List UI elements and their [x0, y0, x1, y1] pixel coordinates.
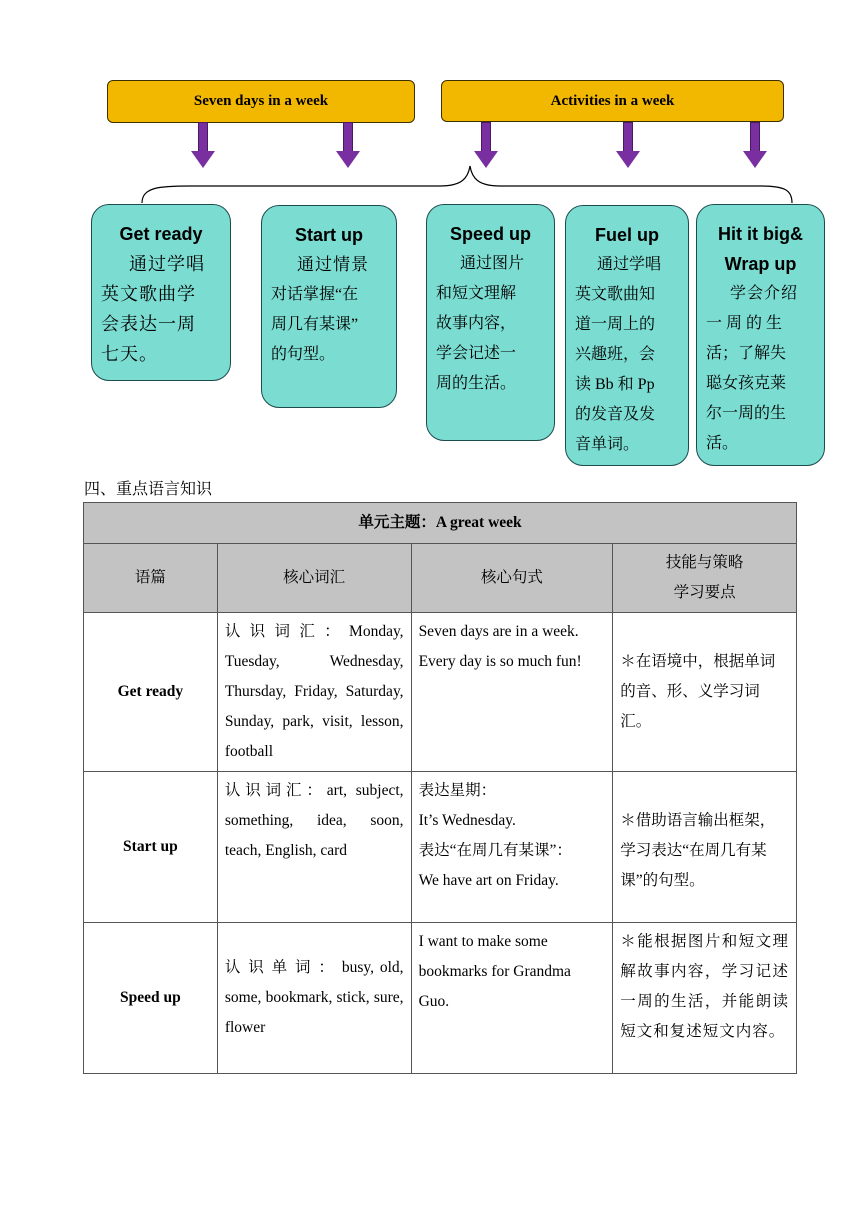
sentence-line: I want to make some — [418, 933, 548, 950]
card-title: Get ready — [119, 224, 203, 244]
card-line: 周几有某课” — [271, 316, 359, 333]
card-line: 会表达一周 — [101, 314, 196, 334]
card-line: 一 周 的 生 — [706, 315, 783, 332]
card-line: 故事内容， — [436, 315, 517, 332]
header-seven-days-label: Seven days in a week — [193, 93, 329, 109]
table-topic: 单元主题：A great week — [84, 503, 797, 544]
card-line: 的发音及发 — [575, 406, 656, 423]
sentence-line: Guo. — [418, 993, 450, 1010]
card-line: 七天。 — [101, 344, 158, 364]
skills-cell — [613, 772, 797, 923]
card-get-ready — [91, 204, 231, 381]
card-line: 和短文理解 — [436, 285, 517, 302]
card-description — [436, 249, 545, 399]
card-line: 读 Bb 和 Pp — [575, 376, 655, 393]
card-fuel-up — [565, 205, 689, 466]
sentence-line: 表达“在周几有某课”： — [418, 842, 572, 859]
table-row — [84, 772, 797, 923]
card-line: 通过图片 — [460, 255, 525, 272]
card-line: 学会介绍 — [730, 285, 799, 302]
sentence-cell — [411, 923, 613, 1074]
sentence-cell — [411, 613, 613, 772]
card-line: 活。 — [706, 435, 739, 452]
card-line: 英文歌曲学 — [101, 284, 196, 304]
row-header: Start up — [84, 772, 218, 923]
skills-text: ＊借助语言输出框架，学习表达“在周几有某课”的句型。 — [620, 812, 776, 889]
brace-connector — [0, 0, 860, 220]
card-speed-up — [426, 204, 555, 441]
column-header: 语篇 — [84, 544, 218, 613]
row-header: Speed up — [84, 923, 218, 1074]
skills-cell: ＊能根据图片和短文理解故事内容，学习记述一周的生活，并能朗读短文和复述短文内容。 — [613, 923, 797, 1074]
card-title: Hit it big& — [718, 224, 803, 244]
column-header-line: 学习要点 — [673, 584, 736, 601]
vocab-cell: 认 识 单 词 ： busy, old, some, bookmark, stick, sure, flower — [217, 923, 411, 1074]
sentence-line: 表达星期： — [418, 782, 497, 799]
sentence-line: Every day is so much fun! — [418, 653, 582, 670]
card-title: Fuel up — [595, 225, 659, 245]
column-header: 核心句式 — [411, 544, 613, 613]
card-line: 兴趣班，会 — [575, 346, 656, 363]
card-line: 道一周上的 — [575, 316, 656, 333]
column-header-line: 技能与策略 — [665, 554, 744, 571]
card-title: Speed up — [449, 224, 531, 244]
card-title-line2: Wrap up — [724, 254, 797, 274]
table-row — [84, 613, 797, 772]
table-row — [84, 923, 797, 1074]
card-line: 活；了解失 — [706, 345, 787, 362]
card-hit-it-big — [696, 204, 825, 466]
skills-cell — [613, 613, 797, 772]
card-line: 通过情景 — [297, 255, 369, 274]
card-line: 的句型。 — [271, 346, 336, 363]
table-header-row — [84, 544, 797, 613]
sentence-line: We have art on Friday. — [418, 872, 559, 889]
card-line: 学会记述一 — [436, 345, 517, 362]
card-line: 尔一周的生 — [706, 405, 787, 422]
card-description — [706, 279, 815, 459]
card-description — [101, 249, 221, 369]
card-line: 周的生活。 — [436, 375, 517, 392]
column-header — [613, 544, 797, 613]
sentence-line: bookmarks for Grandma — [418, 963, 571, 980]
card-line: 英文歌曲知 — [575, 286, 656, 303]
card-description — [271, 250, 387, 370]
card-description — [575, 250, 679, 460]
language-knowledge-table — [83, 502, 797, 1074]
vocab-cell: 认 识 词 汇 ： Monday, Tuesday, Wednesday, Thursday, Friday, Saturday, Sunday, park, visit, lesson, football — [217, 613, 411, 772]
sentence-line: Seven days are in a week. — [418, 623, 579, 640]
card-line: 音单词。 — [575, 436, 640, 453]
sentence-cell — [411, 772, 613, 923]
vocab-cell: 认识词汇：art, subject, something, idea, soon, teach, English, card — [217, 772, 411, 923]
sentence-line: It’s Wednesday. — [418, 812, 516, 829]
section-title: 四、重点语言知识 — [84, 481, 213, 498]
card-line: 通过学唱 — [597, 256, 662, 273]
card-line: 聪女孩克莱 — [706, 375, 787, 392]
row-header: Get ready — [84, 613, 218, 772]
column-header: 核心词汇 — [217, 544, 411, 613]
card-line: 对话掌握“在 — [271, 286, 359, 303]
card-line: 通过学唱 — [129, 254, 205, 274]
header-activities-label: Activities in a week — [550, 92, 675, 109]
skills-text: ＊在语境中，根据单词的音、形、义学习词汇。 — [620, 653, 776, 730]
card-title: Start up — [294, 225, 363, 245]
card-start-up — [261, 205, 397, 408]
